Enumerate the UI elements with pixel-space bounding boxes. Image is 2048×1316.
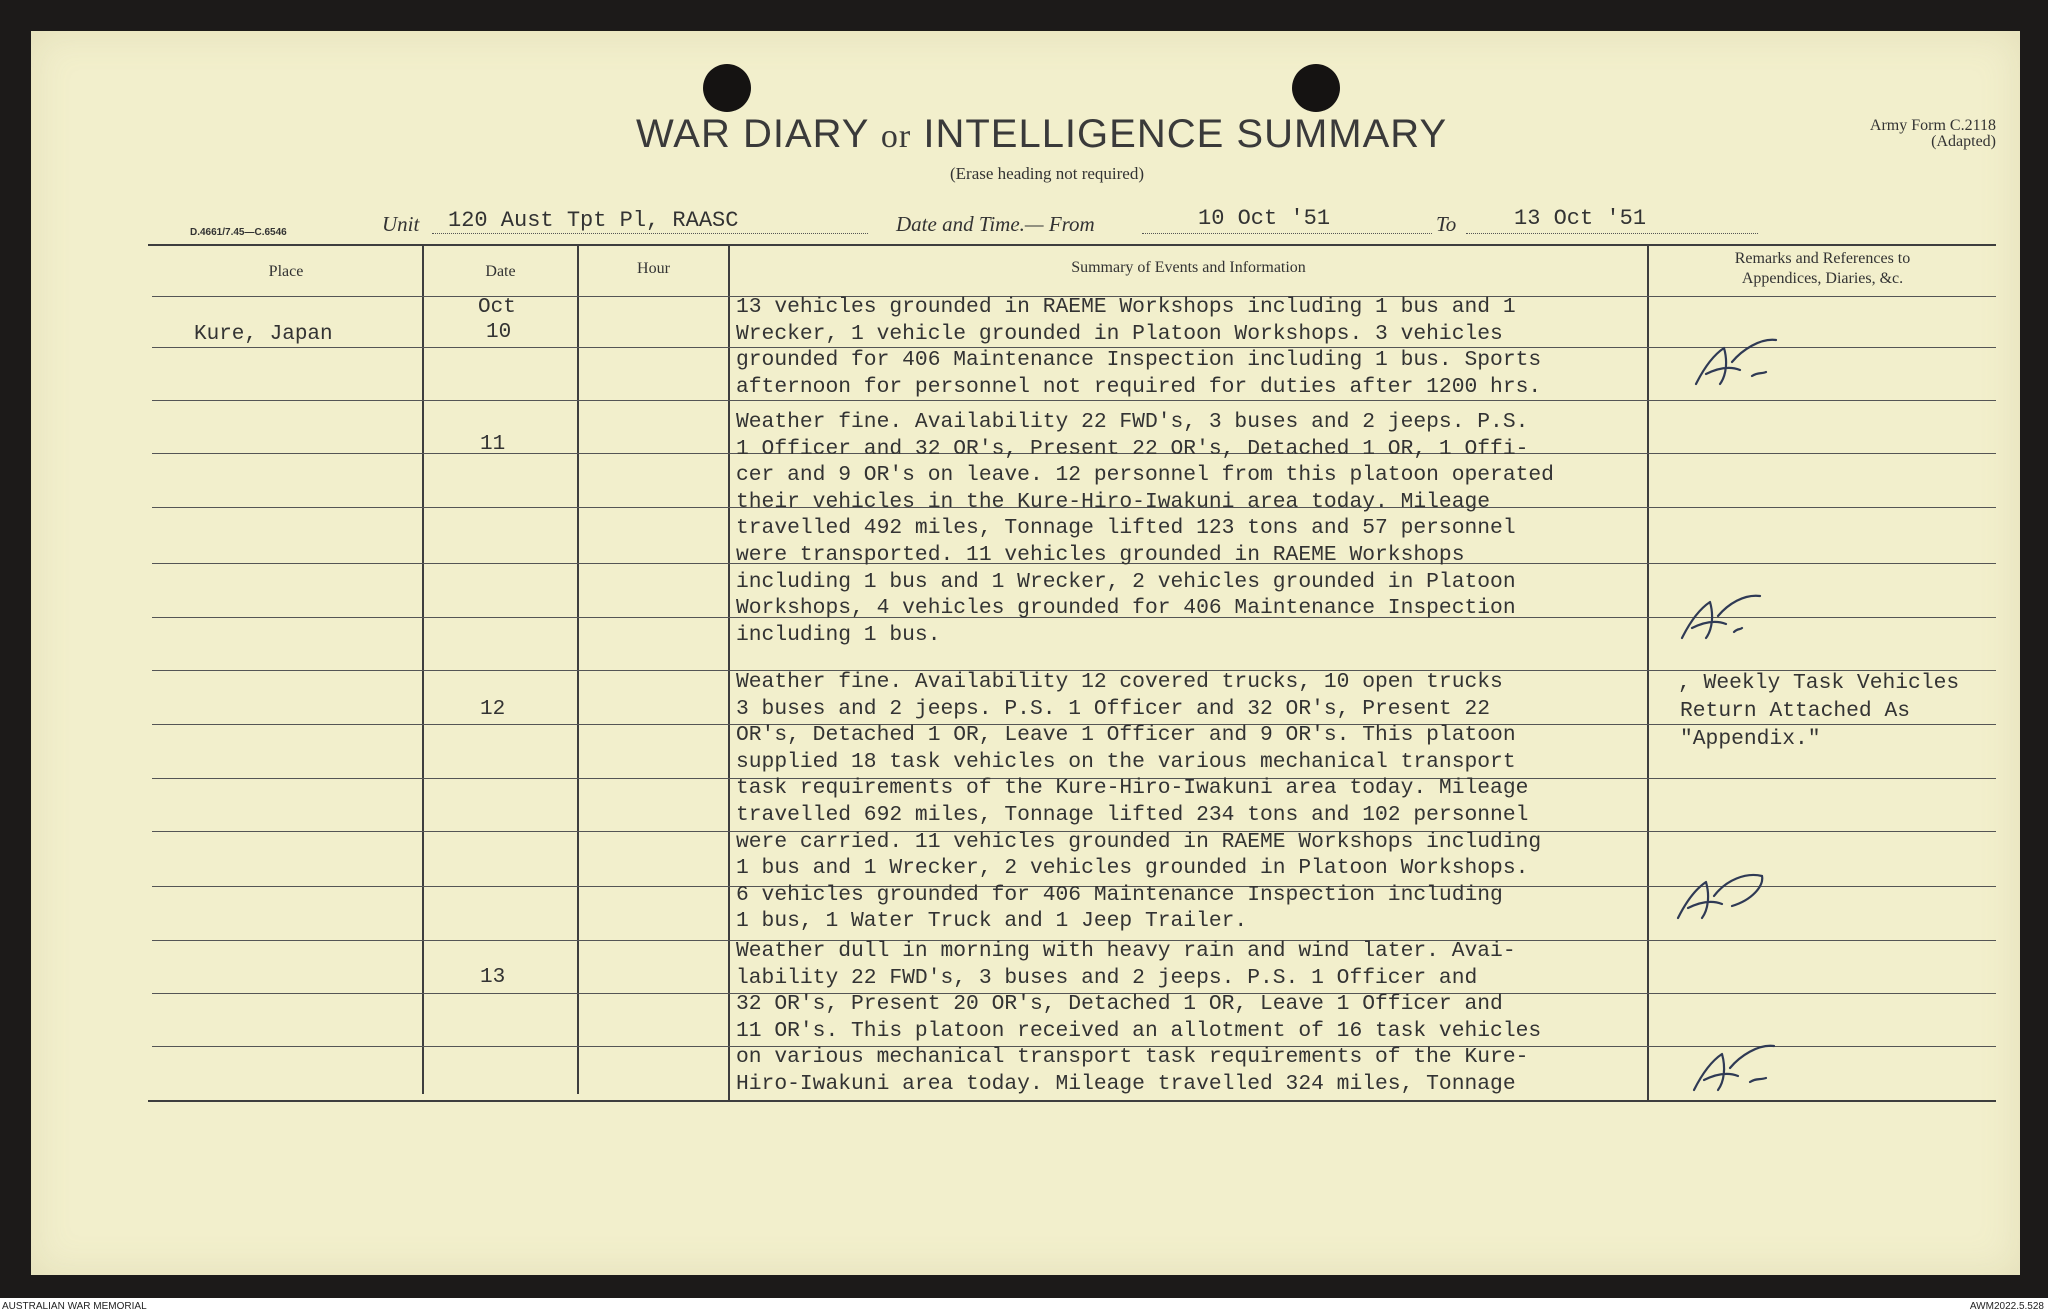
archive-footer	[0, 1298, 2048, 1316]
entry-line: 1 bus, 1 Water Truck and 1 Jeep Trailer.	[736, 909, 1248, 934]
entry-line: 32 OR's, Present 20 OR's, Detached 1 OR, Leave 1 Officer and	[736, 992, 1503, 1017]
date-12: 12	[480, 698, 506, 721]
column-header-hour: Hour	[637, 260, 670, 277]
date-to-value: 13 Oct '51	[1514, 206, 1647, 231]
punch-hole-right	[1292, 64, 1340, 112]
date-month: Oct	[478, 296, 516, 319]
archive-name: AUSTRALIAN WAR MEMORIAL	[2, 1301, 147, 1312]
army-form-adapted: (Adapted)	[1931, 133, 1996, 150]
remark-weekly-task-vehicles	[1678, 669, 1959, 753]
punch-hole-left	[703, 64, 751, 112]
handwritten-initials	[1676, 586, 1766, 646]
entry-line: including 1 bus and 1 Wrecker, 2 vehicles grounded in Platoon	[736, 569, 1516, 594]
archive-reference: AWM2022.5.528	[1969, 1301, 2044, 1312]
title-war-diary: WAR DIARY	[636, 112, 869, 156]
entry-line: Workshops, 4 vehicles grounded for 406 Maintenance Inspection	[736, 596, 1516, 621]
title-or: or	[880, 118, 912, 155]
entry-oct-11	[736, 409, 1696, 648]
entry-line: Weather fine. Availability 22 FWD's, 3 buses and 2 jeeps. P.S.	[736, 410, 1529, 434]
handwritten-initials	[1672, 866, 1772, 926]
entry-oct-10	[736, 294, 1696, 400]
entry-line: their vehicles in the Kure-Hiro-Iwakuni area today. Mileage	[736, 489, 1491, 514]
entry-line: including 1 bus.	[736, 622, 941, 647]
entry-line: 11 OR's. This platoon received an allotment of 16 task vehicles	[736, 1018, 1542, 1043]
entry-line: 6 vehicles grounded for 406 Maintenance Inspection including	[736, 882, 1503, 907]
date-time-from-label: Date and Time.— From	[896, 212, 1095, 236]
handwritten-initials	[1688, 1038, 1778, 1098]
entry-line: afternoon for personnel not required for duties after 1200 hrs.	[736, 374, 1542, 399]
column-divider-hour-summary	[728, 246, 730, 1102]
date-to-label: To	[1436, 212, 1457, 236]
remark-line: Return Attached As	[1680, 699, 1911, 723]
entry-line: lability 22 FWD's, 3 buses and 2 jeeps. P.S. 1 Officer and	[736, 965, 1478, 990]
place-value: Kure, Japan	[194, 323, 333, 346]
entry-line: were carried. 11 vehicles grounded in RAEME Workshops including	[736, 829, 1542, 854]
column-header-date: Date	[485, 263, 516, 280]
entry-line: task requirements of the Kure-Hiro-Iwakuni area today. Mileage	[736, 776, 1529, 801]
entry-line: 13 vehicles grounded in RAEME Workshops including 1 bus and 1	[736, 295, 1516, 319]
entry-line: travelled 692 miles, Tonnage lifted 234 tons and 102 personnel	[736, 802, 1529, 827]
entry-line: on various mechanical transport task requirements of the Kure-	[736, 1045, 1529, 1070]
remarks-header-line1: Remarks and References to	[1734, 250, 1911, 267]
entry-line: were transported. 11 vehicles grounded in RAEME Workshops	[736, 542, 1465, 567]
entry-oct-12	[736, 669, 1696, 935]
date-13: 13	[480, 966, 506, 989]
page-title	[636, 112, 1506, 157]
form-print-code: D.4661/7.45—C.6546	[190, 227, 287, 238]
entry-line: Weather fine. Availability 12 covered trucks, 10 open trucks	[736, 670, 1503, 694]
page-subtitle: (Erase heading not required)	[950, 164, 1144, 183]
remarks-header-line2: Appendices, Diaries, &c.	[1741, 270, 1904, 287]
entry-oct-13	[736, 938, 1696, 1098]
remark-line: "Appendix."	[1680, 727, 1821, 751]
date-11: 11	[480, 433, 506, 456]
army-form-number: Army Form C.2118	[1869, 117, 1996, 134]
entry-line: Wrecker, 1 vehicle grounded in Platoon Workshops. 3 vehicles	[736, 321, 1503, 346]
entry-line: grounded for 406 Maintenance Inspection including 1 bus. Sports	[736, 348, 1542, 373]
entry-line: supplied 18 task vehicles on the various mechanical transport	[736, 749, 1516, 774]
title-intelligence-summary: INTELLIGENCE SUMMARY	[923, 112, 1448, 156]
date-from-underline	[1142, 233, 1432, 234]
column-header-summary: Summary of Events and Information	[1071, 259, 1306, 276]
date-10: 10	[486, 321, 512, 344]
army-form-reference	[1806, 118, 1996, 150]
unit-value: 120 Aust Tpt Pl, RAASC	[448, 208, 739, 233]
entry-line: 3 buses and 2 jeeps. P.S. 1 Officer and 32 OR's, Present 22	[736, 696, 1491, 721]
entry-line: Weather dull in morning with heavy rain and wind later. Avai-	[736, 939, 1516, 963]
column-header-place: Place	[268, 263, 304, 280]
table-top-border	[148, 244, 1996, 246]
table-bottom-border	[148, 1100, 1996, 1102]
entry-line: cer and 9 OR's on leave. 12 personnel from this platoon operated	[736, 463, 1554, 488]
date-to-underline	[1466, 233, 1758, 234]
remark-line: , Weekly Task Vehicles	[1678, 671, 1960, 695]
entry-line: 1 bus and 1 Wrecker, 2 vehicles grounded in Platoon Workshops.	[736, 856, 1529, 881]
unit-underline	[432, 233, 868, 234]
entry-line: 1 Officer and 32 OR's, Present 22 OR's, Detached 1 OR, 1 Offi-	[736, 436, 1529, 461]
entry-line: OR's, Detached 1 OR, Leave 1 Officer and 9 OR's. This platoon	[736, 723, 1516, 748]
entry-line: travelled 492 miles, Tonnage lifted 123 tons and 57 personnel	[736, 516, 1516, 541]
column-header-remarks	[1649, 249, 1996, 289]
unit-label: Unit	[382, 212, 420, 236]
date-from-value: 10 Oct '51	[1198, 206, 1331, 231]
handwritten-initials	[1690, 332, 1780, 392]
entry-line: Hiro-Iwakuni area today. Mileage travelled 324 miles, Tonnage	[736, 1071, 1516, 1096]
